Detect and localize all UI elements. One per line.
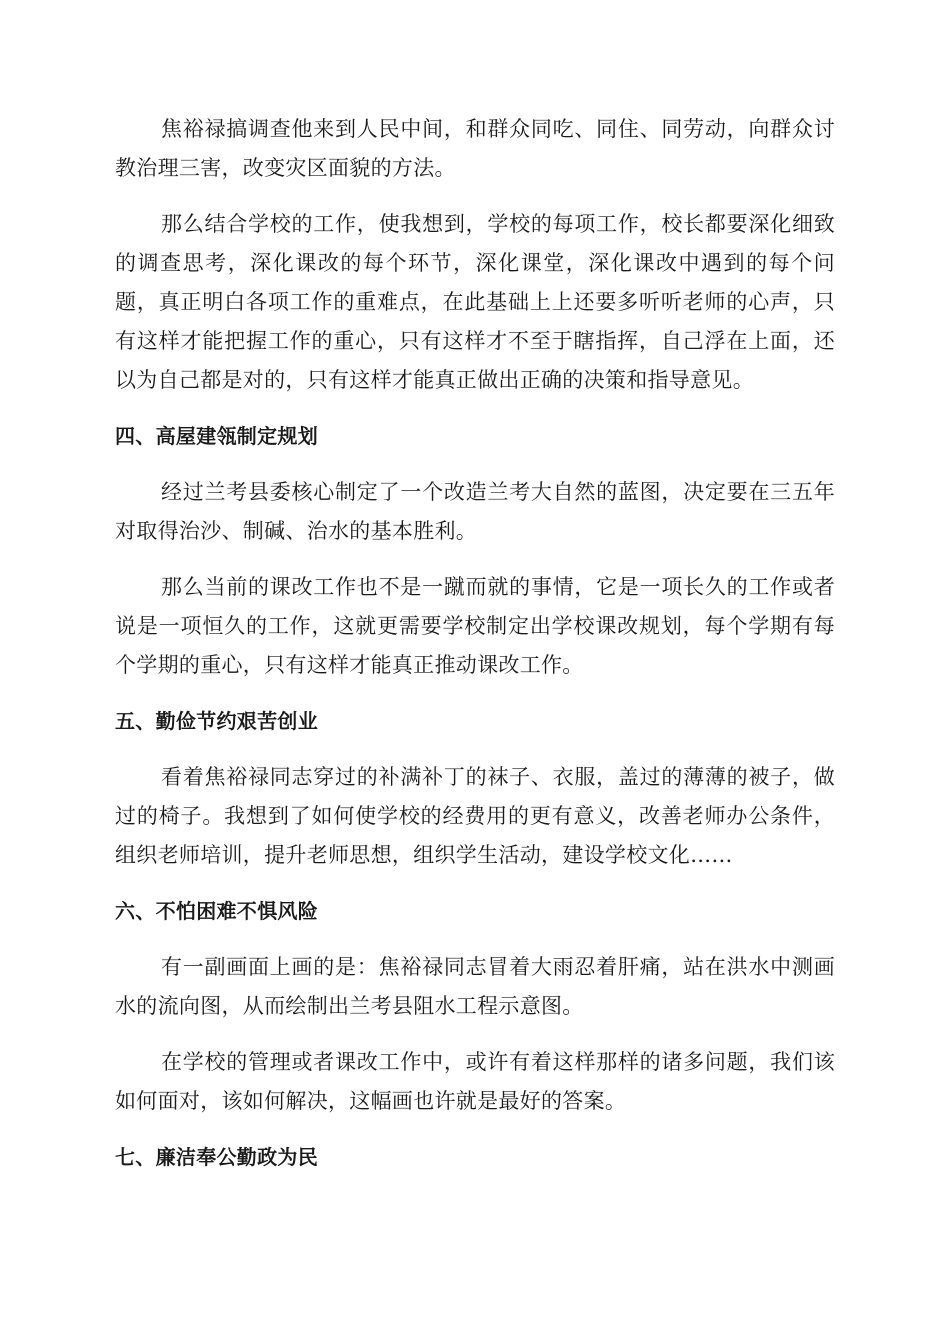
paragraph-blueprint: 经过兰考县委核心制定了一个改造兰考大自然的蓝图，决定要在三五年对取得治沙、制碱、治水的基本胜利。 [115,480,835,543]
section-heading-4: 四、高屋建瓴制定规划 [115,424,318,448]
paragraph-painting: 有一副画面上画的是：焦裕禄同志冒着大雨忍着肝痛，站在洪水中测画水的流向图，从而绘制出兰考县阻水工程示意图。 [115,955,835,1018]
document-page [115,110,835,1194]
section-heading-6: 六、不怕困难不惧风险 [115,899,318,923]
paragraph-management: 在学校的管理或者课改工作中，或许有着这样那样的诸多问题，我们该如何面对，该如何解决，这幅画也许就是最好的答案。 [115,1050,835,1113]
section-heading-7: 七、廉洁奉公勤政为民 [115,1145,318,1169]
paragraph-reform-plan: 那么当前的课改工作也不是一蹴而就的事情，它是一项长久的工作或者说是一项恒久的工作，这就更需要学校制定出学校课改规划，每个学期有每个学期的重心，只有这样才能真正推动课改工作。 [115,575,835,677]
paragraph-school-work: 那么结合学校的工作，使我想到，学校的每项工作，校长都要深化细致的调查思考，深化课改的每个环节，深化课堂，深化课改中遇到的每个问题，真正明白各项工作的重难点，在此基础上上还要多听听老师的心声，只有这样才能把握工作的重心，只有这样才不至于瞎指挥，自己浮在上面，还以为自己都是对的，只有这样才能真正做出正确的决策和指导意见。 [115,212,835,392]
paragraph-investigation: 焦裕禄搞调查他来到人民中间，和群众同吃、同住、同劳动，向群众讨教治理三害，改变灾区面貌的方法。 [115,117,835,180]
paragraph-thrift: 看着焦裕禄同志穿过的补满补丁的袜子、衣服，盖过的薄薄的被子，做过的椅子。我想到了如何使学校的经费用的更有意义，改善老师办公条件，组织老师培训，提升老师思想，组织学生活动，建设学校文化…… [115,765,835,867]
section-heading-5: 五、勤俭节约艰苦创业 [115,709,318,733]
